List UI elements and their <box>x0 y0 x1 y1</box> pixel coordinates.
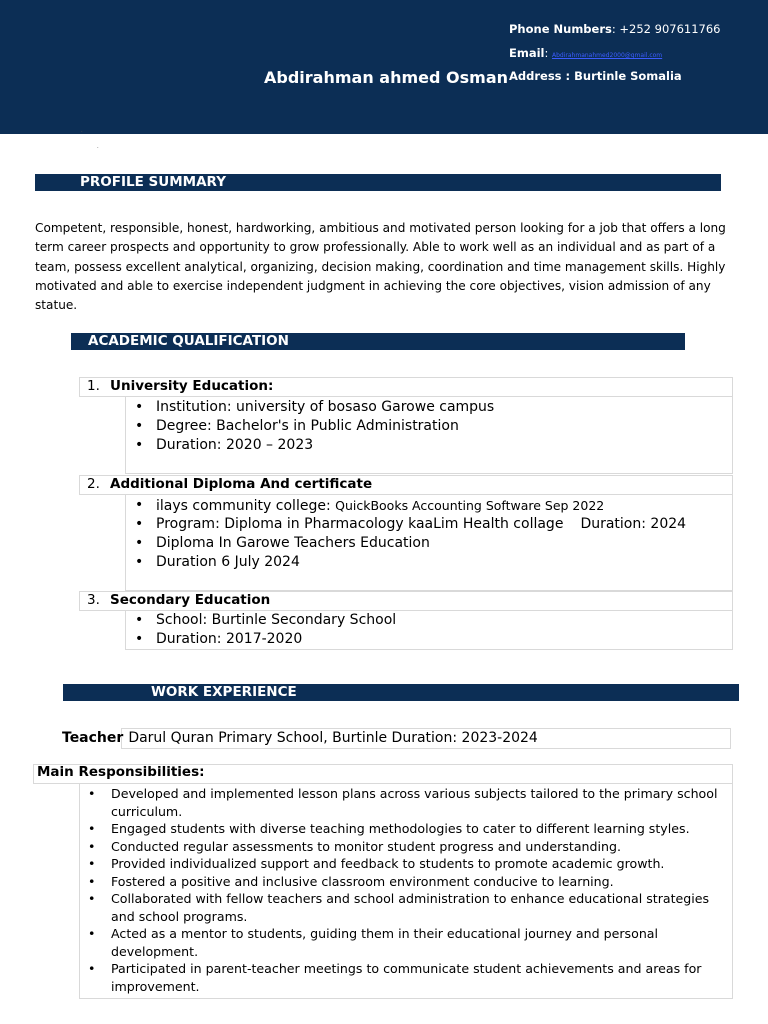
profile-summary-text: Competent, responsible, honest, hardworking, ambitious and motivated person looking for a job that offers a long term career prospects and opportunity to grow professionally. Able to work well as an individual and as part of a team, possess excellent analytical, organizing, decision making, coordination and time management skills. Highly motivated and able to exercise independent judgment in achieving the core objectives, vision admission of any statue. <box>35 221 726 313</box>
list-item: • Fostered a positive and inclusive classroom environment conducive to learning. <box>86 873 728 891</box>
email-link[interactable]: Abdirahmanahmed2000@gmail.com <box>552 52 663 59</box>
qualification-list-2 <box>131 496 686 572</box>
program-duration: Duration: 2024 <box>580 516 687 532</box>
work-experience-heading-text: WORK EXPERIENCE <box>151 684 297 700</box>
phone-label: Phone Numbers <box>509 22 612 36</box>
qualification-title: University Education: <box>110 378 274 394</box>
phone-value: : +252 907611766 <box>611 22 721 36</box>
stray-dot: . <box>81 128 83 134</box>
profile-summary-heading <box>35 174 721 191</box>
email-line <box>509 46 662 60</box>
qualification-number: 3. <box>87 592 100 608</box>
list-item: • Engaged students with diverse teaching methodologies to cater to different learning styles. <box>86 820 728 838</box>
qualification-title: Secondary Education <box>110 592 271 608</box>
list-item: • Diploma In Garowe Teachers Education <box>131 534 686 553</box>
list-item <box>131 515 686 534</box>
email-label: Email <box>509 46 545 60</box>
list-item: • School: Burtinle Secondary School <box>131 611 396 630</box>
list-item: • Developed and implemented lesson plans across various subjects tailored to the primary school curriculum. <box>86 785 728 820</box>
list-item: • Participated in parent-teacher meetings to communicate student achievements and areas for improvement. <box>86 960 728 995</box>
stray-dot: . <box>97 144 99 150</box>
list-item: • Provided individualized support and feedback to students to promote academic growth. <box>86 855 728 873</box>
role-detail: Darul Quran Primary School, Burtinle Duration: 2023-2024 <box>128 730 538 746</box>
list-item: • Duration: 2017-2020 <box>131 630 396 649</box>
academic-heading-text: ACADEMIC QUALIFICATION <box>88 333 289 349</box>
address-text: Address : Burtinle Somalia <box>509 69 682 83</box>
list-item: • Duration: 2020 – 2023 <box>131 436 494 455</box>
role-title: Teacher <box>62 730 124 746</box>
list-item <box>131 496 686 515</box>
academic-heading <box>71 333 685 350</box>
work-experience-heading <box>63 684 739 701</box>
header-banner <box>0 0 768 134</box>
profile-summary-heading-text: PROFILE SUMMARY <box>80 174 226 190</box>
course-name: QuickBooks Accounting Software Sep 2022 <box>335 498 605 513</box>
list-item: • Degree: Bachelor's in Public Administration <box>131 417 494 436</box>
list-item: • Duration 6 July 2024 <box>131 553 686 572</box>
email-colon: : <box>544 46 549 60</box>
address-line <box>509 69 682 83</box>
list-item: • Acted as a mentor to students, guiding them in their educational journey and personal development. <box>86 925 728 960</box>
program-name: Program: Diploma in Pharmacology kaaLim Health collage <box>156 516 564 532</box>
responsibilities-list <box>86 785 728 995</box>
list-item: • Collaborated with fellow teachers and school administration to enhance educational strategies and school programs. <box>86 890 728 925</box>
qualification-number: 2. <box>87 476 100 492</box>
qualification-title: Additional Diploma And certificate <box>110 476 373 492</box>
candidate-name: Abdirahman ahmed Osman <box>264 68 508 87</box>
qualification-list-1 <box>131 398 494 455</box>
college-name: ilays community college: <box>156 498 336 514</box>
phone-line <box>509 22 720 36</box>
teacher-row <box>62 728 538 748</box>
qualification-number: 1. <box>87 378 100 394</box>
list-item: • Conducted regular assessments to monitor student progress and understanding. <box>86 838 728 856</box>
list-item: • Institution: university of bosaso Garowe campus <box>131 398 494 417</box>
qualification-list-3 <box>131 611 396 649</box>
responsibilities-title: Main Responsibilities: <box>37 764 205 780</box>
